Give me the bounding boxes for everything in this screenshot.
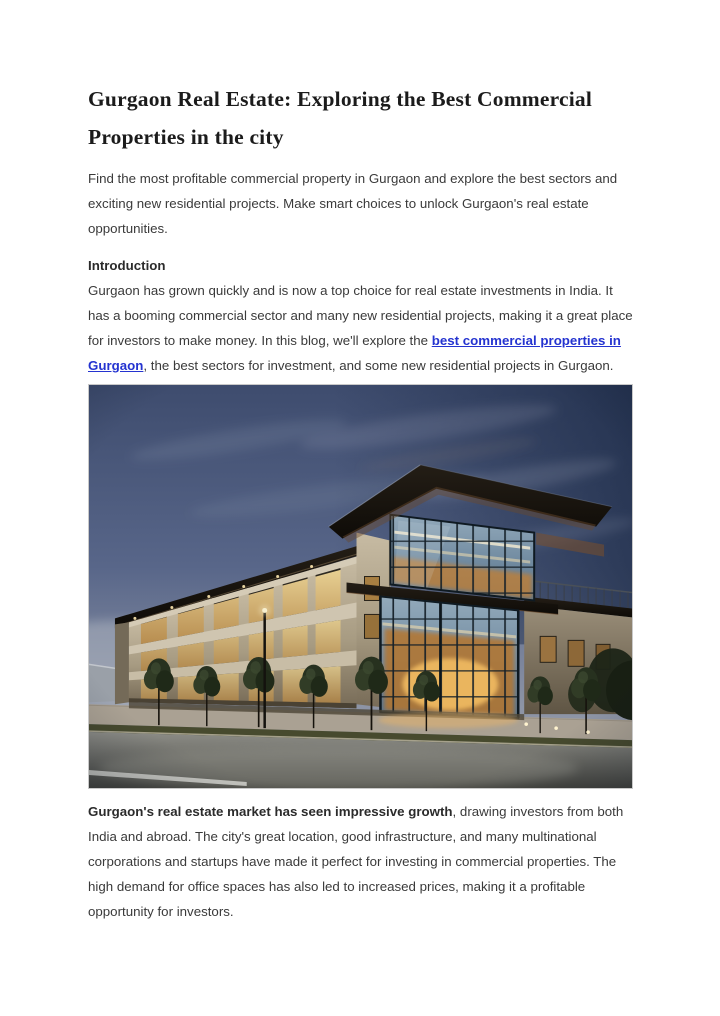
commercial-properties-link[interactable]: best commercial properties in Gurgaon — [88, 333, 621, 373]
page-title: Gurgaon Real Estate: Exploring the Best Commercial Properties in the city — [88, 87, 593, 149]
article-image — [88, 384, 633, 789]
photo-vignette — [89, 385, 632, 788]
introduction-paragraph — [88, 278, 633, 378]
market-paragraph — [88, 799, 633, 924]
building-photo-illustration — [89, 385, 632, 788]
market-text: , drawing investors from both India and abroad. The city's great location, good infrastructure, and many multinational corporations and startups have made it perfect for investing in commercial properties. The high demand for office spaces has also led to increased prices, making it a profitable opportunity for investors. — [88, 804, 624, 919]
intro-text-after-link: , the best sectors for investment, and some new residential projects in Gurgaon. — [143, 358, 614, 373]
article-subtitle: Find the most profitable commercial property in Gurgaon and explore the best sectors and exciting new residential projects. Make smart choices to unlock Gurgaon's real estate opportunities. — [88, 171, 618, 236]
intro-text-before-link: Gurgaon has grown quickly and is now a top choice for real estate investments in India. It has a booming commercial sector and many new residential projects, making it a great place for investors to make money. In this blog, we'll explore the — [88, 283, 633, 348]
document-content — [88, 80, 633, 924]
section-heading-introduction: Introduction — [88, 258, 166, 273]
market-bold-lead: Gurgaon's real estate market has seen impressive growth — [88, 804, 453, 819]
